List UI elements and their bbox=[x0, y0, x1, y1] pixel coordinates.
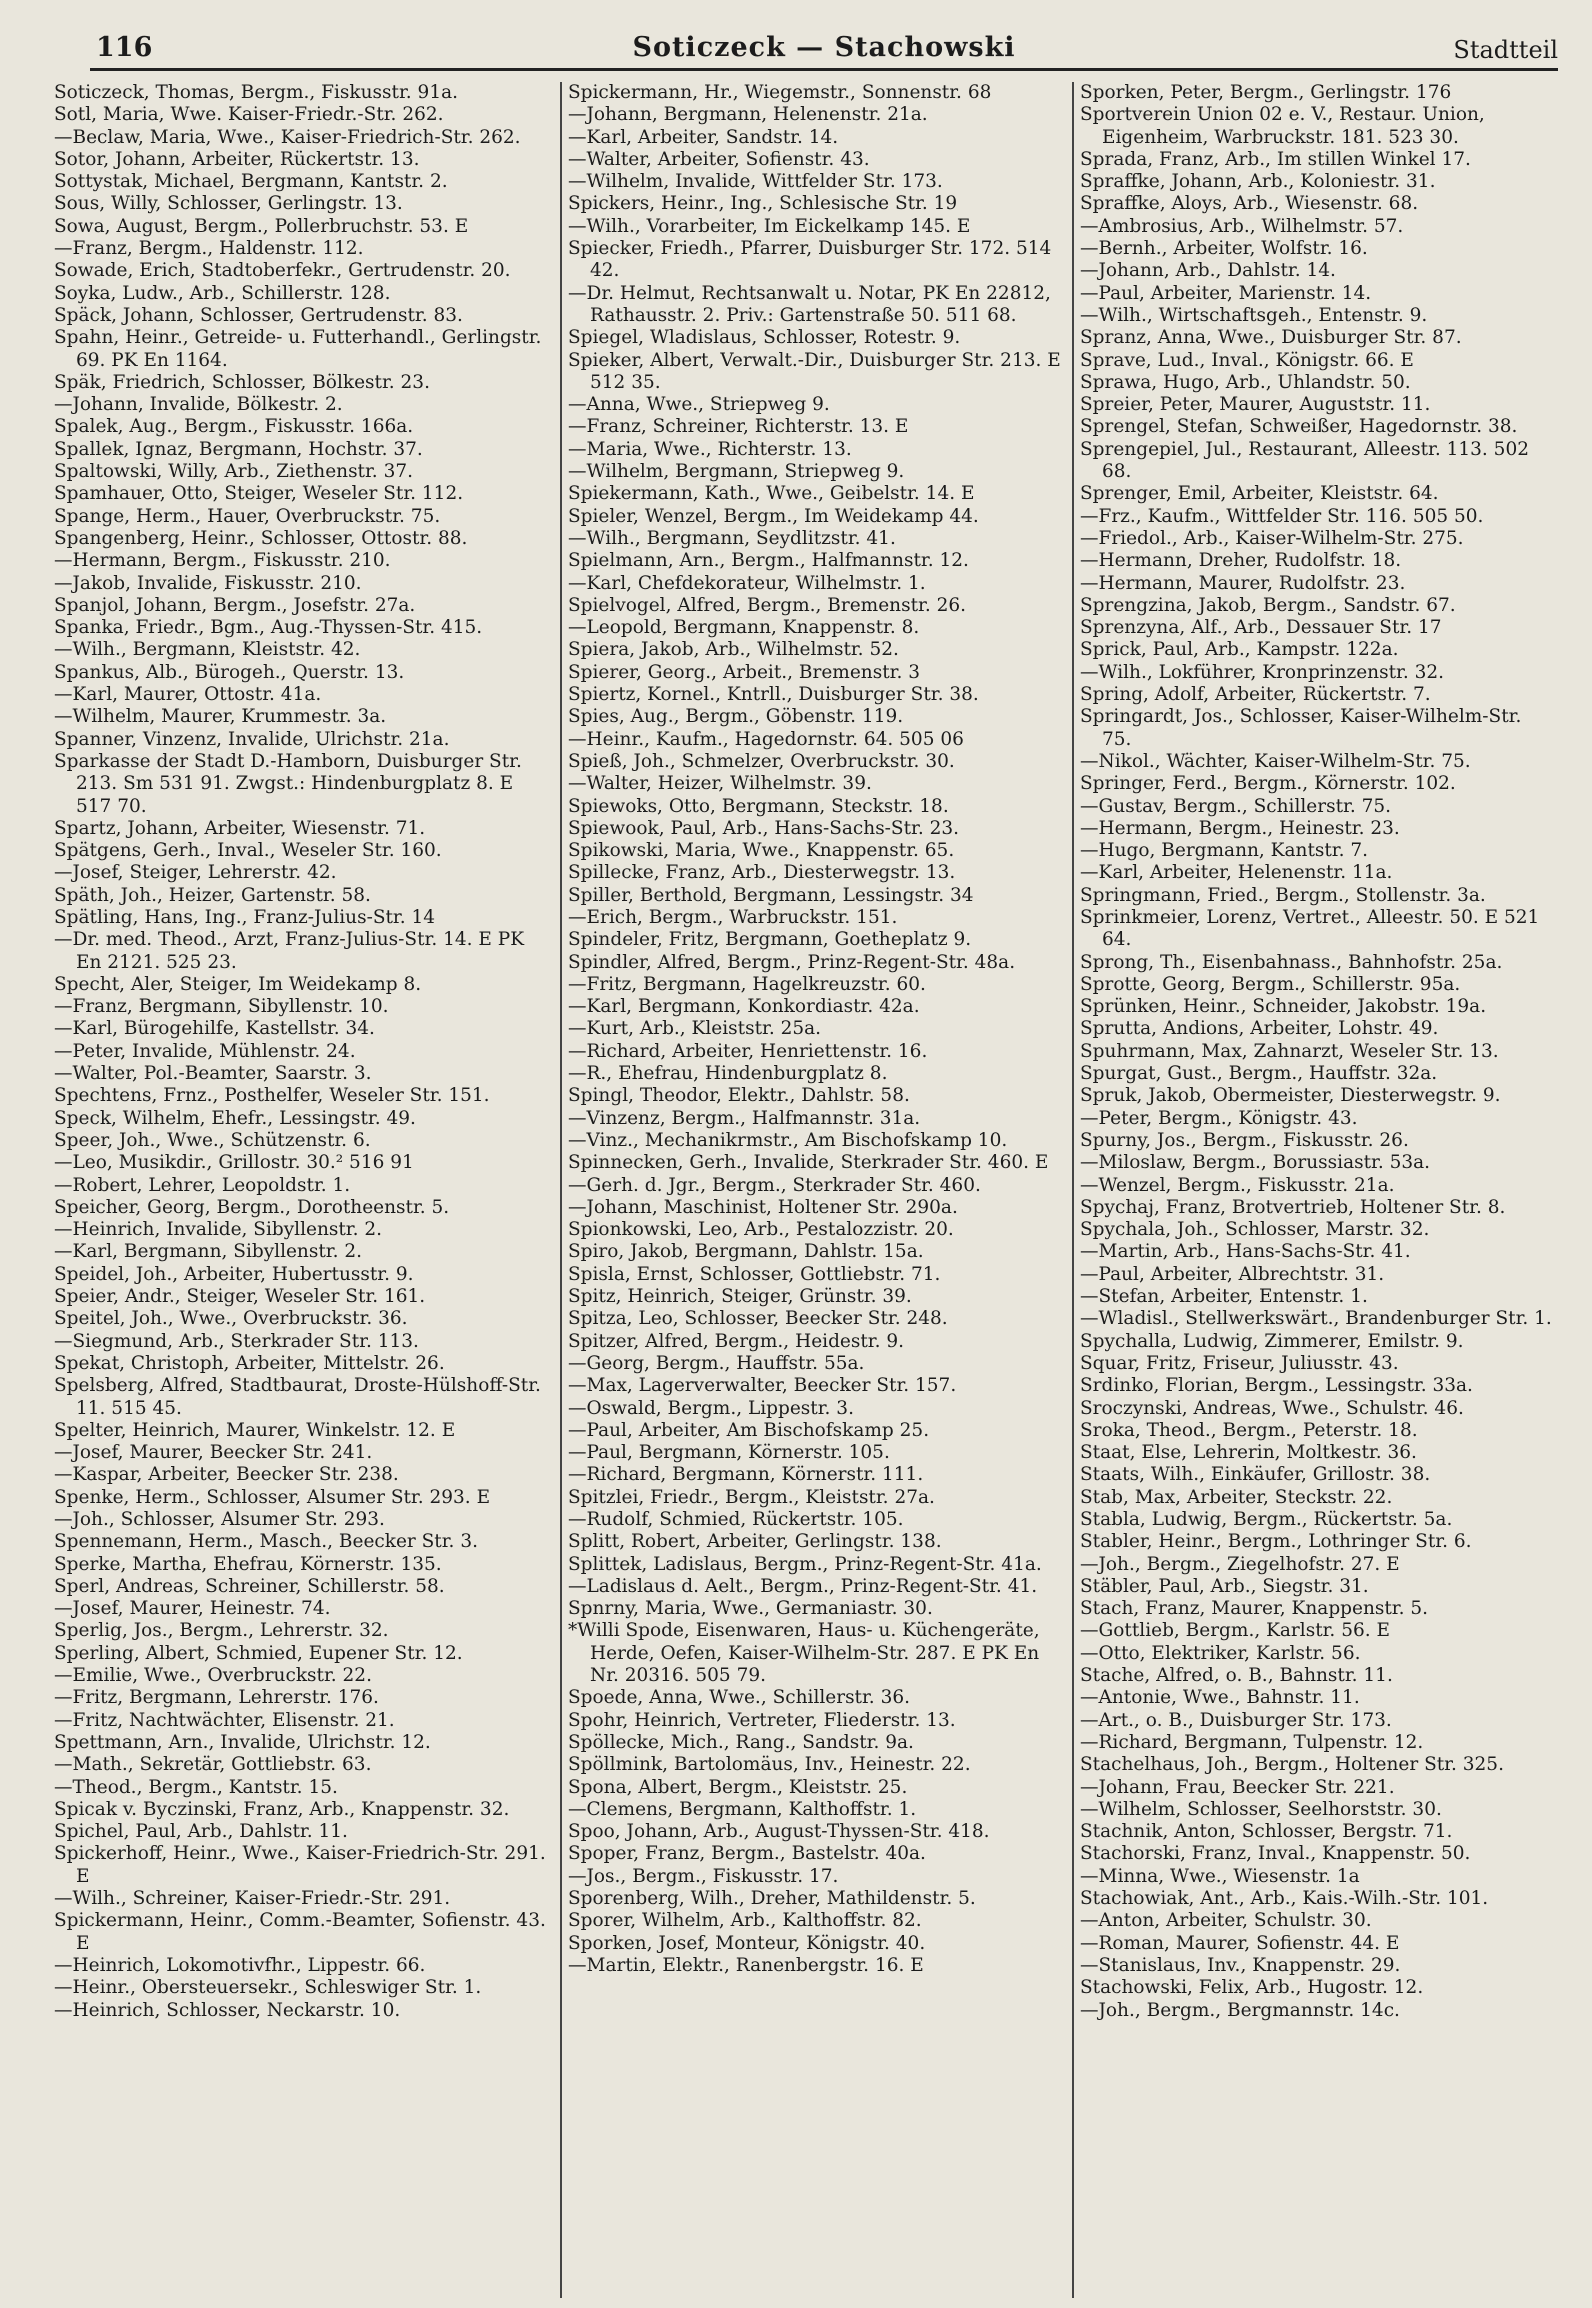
directory-entry: Sprengepiel, Jul., Restaurant, Alleestr. 113. 502 68. bbox=[1080, 438, 1529, 483]
directory-entry: —Josef, Maurer, Heinestr. 74. bbox=[54, 1598, 331, 1620]
directory-entry: —Bernh., Arbeiter, Wolfstr. 16. bbox=[1080, 238, 1368, 260]
directory-entry: Stache, Alfred, o. B., Bahnstr. 11. bbox=[1080, 1665, 1393, 1687]
directory-entry: Spickerhoff, Heinr., Wwe., Kaiser-Friedrich-Str. 291. E bbox=[54, 1843, 546, 1887]
directory-entry: —Theod., Bergm., Kantstr. 15. bbox=[54, 1776, 338, 1798]
directory-entry: Speer, Joh., Wwe., Schützenstr. 6. bbox=[54, 1129, 371, 1151]
directory-entry: —Jakob, Invalide, Fiskusstr. 210. bbox=[54, 572, 362, 594]
directory-entry: Sprave, Lud., Inval., Königstr. 66. E bbox=[1080, 349, 1414, 371]
directory-entry: —Minna, Wwe., Wiesenstr. 1a bbox=[1080, 1865, 1360, 1887]
directory-entry: —Anton, Arbeiter, Schulstr. 30. bbox=[1080, 1910, 1372, 1932]
directory-entry: Spnrny, Maria, Wwe., Germaniastr. 30. bbox=[568, 1598, 933, 1620]
directory-entry: —Peter, Invalide, Mühlenstr. 24. bbox=[54, 1040, 356, 1062]
directory-entry: —Leopold, Bergmann, Knappenstr. 8. bbox=[568, 617, 920, 639]
directory-entry: Spingl, Theodor, Elektr., Dahlstr. 58. bbox=[568, 1085, 910, 1107]
directory-entry: —Joh., Bergm., Ziegelhofstr. 27. E bbox=[1080, 1553, 1400, 1575]
directory-entry: —Karl, Maurer, Ottostr. 41a. bbox=[54, 684, 322, 706]
column-left bbox=[48, 82, 560, 2298]
directory-entry: Staats, Wilh., Einkäufer, Grillostr. 38. bbox=[1080, 1464, 1431, 1486]
directory-entry: Spitz, Heinrich, Steiger, Grünstr. 39. bbox=[568, 1286, 912, 1308]
directory-entry: Sowa, August, Bergm., Pollerbruchstr. 53. E bbox=[54, 215, 469, 237]
directory-entry: —Fritz, Bergmann, Hagelkreuzstr. 60. bbox=[568, 973, 926, 995]
directory-entry: Spickers, Heinr., Ing., Schlesische Str. 19 bbox=[568, 193, 958, 215]
directory-entry: Sroczynski, Andreas, Wwe., Schulstr. 46. bbox=[1080, 1397, 1464, 1419]
directory-entry: —Heinrich, Lokomotivfhr., Lippestr. 66. bbox=[54, 1954, 426, 1976]
directory-entry: —Wilhelm, Schlosser, Seelhorststr. 30. bbox=[1080, 1798, 1442, 1820]
directory-entry: —Wladisl., Stellwerkswärt., Brandenburger Str. 1. bbox=[1080, 1308, 1552, 1330]
directory-entry: Spangenberg, Heinr., Schlosser, Ottostr. 88. bbox=[54, 527, 468, 549]
directory-entry: —Wilhelm, Invalide, Wittfelder Str. 173. bbox=[568, 171, 943, 193]
directory-entry: Sperling, Albert, Schmied, Eupener Str. 12. bbox=[54, 1642, 463, 1664]
directory-entry: Spiertz, Kornel., Kntrll., Duisburger Str. 38. bbox=[568, 684, 979, 706]
directory-entry: —Paul, Arbeiter, Marienstr. 14. bbox=[1080, 282, 1372, 304]
directory-entry: Spielmann, Arn., Bergm., Halfmannstr. 12. bbox=[568, 550, 969, 572]
directory-entry: —Vinz., Mechanikrmstr., Am Bischofskamp 10. bbox=[568, 1129, 1008, 1151]
directory-entry: Splittek, Ladislaus, Bergm., Prinz-Regent-Str. 41a. bbox=[568, 1553, 1042, 1575]
directory-entry: —Hermann, Bergm., Heinestr. 23. bbox=[1080, 817, 1400, 839]
directory-entry: —Walter, Heizer, Wilhelmstr. 39. bbox=[568, 773, 872, 795]
directory-entry: Sprengel, Stefan, Schweißer, Hagedornstr. 38. bbox=[1080, 416, 1518, 438]
directory-entry: —Friedol., Arb., Kaiser-Wilhelm-Str. 275. bbox=[1080, 527, 1464, 549]
directory-entry: Spies, Aug., Bergm., Göbenstr. 119. bbox=[568, 706, 904, 728]
directory-entry: Stabler, Heinr., Bergm., Lothringer Str. 6. bbox=[1080, 1531, 1472, 1553]
directory-entry: Spierer, Georg., Arbeit., Bremenstr. 3 bbox=[568, 661, 920, 683]
directory-entry: *Willi Spode, Eisenwaren, Haus- u. Küchengeräte, Herde, Oefen, Kaiser-Wilhelm-Str. 287. E PK En Nr. 20316. 505 79. bbox=[568, 1620, 1040, 1687]
directory-entry: —Ladislaus d. Aelt., Bergm., Prinz-Regent-Str. 41. bbox=[568, 1575, 1038, 1597]
directory-entry: —Johann, Arb., Dahlstr. 14. bbox=[1080, 260, 1336, 282]
directory-entry: Sous, Willy, Schlosser, Gerlingstr. 13. bbox=[54, 193, 403, 215]
directory-entry: Spallek, Ignaz, Bergmann, Hochstr. 37. bbox=[54, 438, 423, 460]
directory-entry: —Kaspar, Arbeiter, Beecker Str. 238. bbox=[54, 1464, 399, 1486]
directory-entry: —Johann, Maschinist, Holtener Str. 290a. bbox=[568, 1196, 958, 1218]
directory-entry: Spychala, Joh., Schlosser, Marstr. 32. bbox=[1080, 1219, 1430, 1241]
directory-entry: Srdinko, Florian, Bergm., Lessingstr. 33a. bbox=[1080, 1375, 1473, 1397]
directory-entry: Sporken, Peter, Bergm., Gerlingstr. 176 bbox=[1080, 82, 1452, 103]
page-number: 116 bbox=[96, 32, 153, 63]
directory-entry: —Emilie, Wwe., Overbruckstr. 22. bbox=[54, 1665, 372, 1687]
directory-entry: —Karl, Arbeiter, Helenenstr. 11a. bbox=[1080, 862, 1393, 884]
directory-entry: Spamhauer, Otto, Steiger, Weseler Str. 112. bbox=[54, 483, 464, 505]
directory-entry: —Roman, Maurer, Sofienstr. 44. E bbox=[1080, 1932, 1400, 1954]
column-middle bbox=[560, 82, 1072, 2298]
directory-entry: —Anna, Wwe., Striepweg 9. bbox=[568, 394, 830, 416]
directory-entry: Spikowski, Maria, Wwe., Knappenstr. 65. bbox=[568, 840, 955, 862]
directory-entry: Spätling, Hans, Ing., Franz-Julius-Str. 14 bbox=[54, 906, 436, 928]
directory-entry: Spiegel, Wladislaus, Schlosser, Rotestr. 9. bbox=[568, 327, 961, 349]
directory-entry: Sprutta, Andions, Arbeiter, Lohstr. 49. bbox=[1080, 1018, 1439, 1040]
directory-entry: Spalek, Aug., Bergm., Fiskusstr. 166a. bbox=[54, 416, 414, 438]
directory-entry: —Heinr., Obersteuersekr., Schleswiger Str. 1. bbox=[54, 1977, 482, 1999]
directory-entry: Stachowiak, Ant., Arb., Kais.-Wilh.-Str. 101. bbox=[1080, 1888, 1489, 1910]
directory-entry: Sparkasse der Stadt D.-Hamborn, Duisburger Str. 213. Sm 531 91. Zwgst.: Hindenburgplatz 8. E 517 70. bbox=[54, 750, 522, 817]
directory-entry: Sprotte, Georg, Bergm., Schillerstr. 95a. bbox=[1080, 973, 1461, 995]
directory-entry: Stäbler, Paul, Arb., Siegstr. 31. bbox=[1080, 1575, 1369, 1597]
directory-entry: —Johann, Frau, Beecker Str. 221. bbox=[1080, 1776, 1395, 1798]
directory-entry: Sprada, Franz, Arb., Im stillen Winkel 17. bbox=[1080, 148, 1471, 170]
directory-entry: —Ambrosius, Arb., Wilhelmstr. 57. bbox=[1080, 215, 1404, 237]
directory-entry: Spöllmink, Bartolomäus, Inv., Heinestr. 22. bbox=[568, 1754, 971, 1776]
directory-entry: —Siegmund, Arb., Sterkrader Str. 113. bbox=[54, 1330, 419, 1352]
directory-entry: Spitzer, Alfred, Bergm., Heidestr. 9. bbox=[568, 1330, 905, 1352]
directory-entry: Speidel, Joh., Arbeiter, Hubertusstr. 9. bbox=[54, 1263, 414, 1285]
directory-entry: Spieker, Albert, Verwalt.-Dir., Duisburger Str. 213. E 512 35. bbox=[568, 349, 1061, 393]
directory-entry: —Richard, Bergmann, Körnerstr. 111. bbox=[568, 1464, 924, 1486]
directory-entry: Speier, Andr., Steiger, Weseler Str. 161. bbox=[54, 1286, 426, 1308]
directory-entry: Spitza, Leo, Schlosser, Beecker Str. 248. bbox=[568, 1308, 948, 1330]
section-label: Stadtteil bbox=[1453, 36, 1558, 64]
directory-entry: Sprenzyna, Alf., Arb., Dessauer Str. 17 bbox=[1080, 617, 1442, 639]
directory-entry: Spisla, Ernst, Schlosser, Gottliebstr. 71. bbox=[568, 1263, 941, 1285]
directory-entry: Specht, Aler, Steiger, Im Weidekamp 8. bbox=[54, 973, 422, 995]
directory-entry: Spindeler, Fritz, Bergmann, Goetheplatz 9. bbox=[568, 929, 972, 951]
directory-entry: Spelsberg, Alfred, Stadtbaurat, Droste-Hülshoff-Str. 11. 515 45. bbox=[54, 1375, 541, 1419]
directory-entry: Spicak v. Byczinski, Franz, Arb., Knappenstr. 32. bbox=[54, 1798, 510, 1820]
directory-entry: Spionkowski, Leo, Arb., Pestalozzistr. 20. bbox=[568, 1219, 954, 1241]
directory-entry: —Franz, Schreiner, Richterstr. 13. E bbox=[568, 416, 909, 438]
directory-entry: —Peter, Bergm., Königstr. 43. bbox=[1080, 1107, 1358, 1129]
directory-entry: —Karl, Bürogehilfe, Kastellstr. 34. bbox=[54, 1018, 375, 1040]
directory-entry: Sprenger, Emil, Arbeiter, Kleiststr. 64. bbox=[1080, 483, 1439, 505]
directory-entry: —Gustav, Bergm., Schillerstr. 75. bbox=[1080, 795, 1391, 817]
directory-entry: Spiller, Berthold, Bergmann, Lessingstr. 34 bbox=[568, 884, 974, 906]
directory-entry: —Franz, Bergmann, Sibyllenstr. 10. bbox=[54, 996, 389, 1018]
directory-entry: —Karl, Arbeiter, Sandstr. 14. bbox=[568, 126, 839, 148]
directory-entry: Sperke, Martha, Ehefrau, Körnerstr. 135. bbox=[54, 1553, 442, 1575]
directory-entry: Splitt, Robert, Arbeiter, Gerlingstr. 138. bbox=[568, 1531, 942, 1553]
directory-entry: Spekat, Christoph, Arbeiter, Mittelstr. 26. bbox=[54, 1352, 445, 1374]
directory-entry: —Nikol., Wächter, Kaiser-Wilhelm-Str. 75. bbox=[1080, 750, 1471, 772]
directory-entry: Spurny, Jos., Bergm., Fiskusstr. 26. bbox=[1080, 1129, 1409, 1151]
directory-entry: Sotor, Johann, Arbeiter, Rückertstr. 13. bbox=[54, 148, 420, 170]
directory-entry: —Rudolf, Schmied, Rückertstr. 105. bbox=[568, 1509, 904, 1530]
directory-entry: —Martin, Elektr., Ranenbergstr. 16. E bbox=[568, 1954, 924, 1976]
directory-entry: —Kurt, Arb., Kleiststr. 25a. bbox=[568, 1018, 822, 1040]
directory-entry: Spiekermann, Kath., Wwe., Geibelstr. 14. E bbox=[568, 483, 975, 505]
directory-entry: Spitzlei, Friedr., Bergm., Kleiststr. 27a. bbox=[568, 1486, 935, 1508]
directory-entry: Spoede, Anna, Wwe., Schillerstr. 36. bbox=[568, 1687, 910, 1709]
directory-entry: Spurgat, Gust., Bergm., Hauffstr. 32a. bbox=[1080, 1063, 1438, 1085]
directory-entry: Sprünken, Heinr., Schneider, Jakobstr. 19a. bbox=[1080, 996, 1487, 1018]
directory-entry: Sporenberg, Wilh., Dreher, Mathildenstr. 5. bbox=[568, 1888, 976, 1910]
directory-entry: Spoo, Johann, Arb., August-Thyssen-Str. 418. bbox=[568, 1821, 990, 1843]
directory-entry: —Fritz, Bergmann, Lehrerstr. 176. bbox=[54, 1687, 379, 1709]
directory-entry: —Karl, Chefdekorateur, Wilhelmstr. 1. bbox=[568, 572, 926, 594]
directory-entry: —Stefan, Arbeiter, Entenstr. 1. bbox=[1080, 1286, 1368, 1308]
directory-entry: Stach, Franz, Maurer, Knappenstr. 5. bbox=[1080, 1598, 1429, 1620]
directory-entry: Sporer, Wilhelm, Arb., Kalthoffstr. 82. bbox=[568, 1910, 922, 1932]
directory-entry: Spuhrmann, Max, Zahnarzt, Weseler Str. 13. bbox=[1080, 1040, 1499, 1062]
directory-entry: Sprawa, Hugo, Arb., Uhlandstr. 50. bbox=[1080, 371, 1411, 393]
directory-entry: —Erich, Bergm., Warbruckstr. 151. bbox=[568, 906, 898, 928]
directory-entry: —Otto, Elektriker, Karlstr. 56. bbox=[1080, 1642, 1361, 1664]
directory-entry: Spiecker, Friedh., Pfarrer, Duisburger Str. 172. 514 42. bbox=[568, 238, 1052, 282]
directory-entry: Spichel, Paul, Arb., Dahlstr. 11. bbox=[54, 1821, 348, 1843]
directory-entry: —Miloslaw, Bergm., Borussiastr. 53a. bbox=[1080, 1152, 1431, 1174]
directory-entry: Spange, Herm., Hauer, Overbruckstr. 75. bbox=[54, 505, 441, 527]
directory-entry: Spanner, Vinzenz, Invalide, Ulrichstr. 21a. bbox=[54, 728, 450, 750]
directory-columns bbox=[48, 82, 1558, 2298]
directory-entry: —Dr. Helmut, Rechtsanwalt u. Notar, PK En 22812, Rathausstr. 2. Priv.: Gartenstraße 50. 511 68. bbox=[568, 282, 1051, 326]
directory-entry: Sowade, Erich, Stadtoberfekr., Gertrudenstr. 20. bbox=[54, 260, 511, 282]
directory-entry: —Paul, Bergmann, Körnerstr. 105. bbox=[568, 1442, 890, 1464]
directory-entry: —Wenzel, Bergm., Fiskusstr. 21a. bbox=[1080, 1174, 1395, 1196]
directory-entry: Sporken, Josef, Monteur, Königstr. 40. bbox=[568, 1932, 926, 1954]
directory-entry: —Heinrich, Invalide, Sibyllenstr. 2. bbox=[54, 1219, 383, 1241]
directory-entry: —Wilhelm, Maurer, Krummestr. 3a. bbox=[54, 706, 387, 728]
directory-entry: —Max, Lagerverwalter, Beecker Str. 157. bbox=[568, 1375, 957, 1397]
directory-entry: —Joh., Bergm., Bergmannstr. 14c. bbox=[1080, 1999, 1400, 2021]
directory-entry: —Johann, Bergmann, Helenenstr. 21a. bbox=[568, 104, 928, 126]
directory-entry: Staat, Else, Lehrerin, Moltkestr. 36. bbox=[1080, 1442, 1417, 1464]
directory-entry: —Stanislaus, Inv., Knappenstr. 29. bbox=[1080, 1954, 1401, 1976]
directory-entry: —Hermann, Maurer, Rudolfstr. 23. bbox=[1080, 572, 1406, 594]
directory-entry: —Walter, Pol.-Beamter, Saarstr. 3. bbox=[54, 1063, 372, 1085]
directory-entry: Soticzeck, Thomas, Bergm., Fiskusstr. 91a. bbox=[54, 82, 459, 103]
directory-entry: Stabla, Ludwig, Bergm., Rückertstr. 5a. bbox=[1080, 1509, 1453, 1530]
directory-entry: Springer, Ferd., Bergm., Körnerstr. 102. bbox=[1080, 773, 1456, 795]
directory-entry: Spiro, Jakob, Bergmann, Dahlstr. 15a. bbox=[568, 1241, 924, 1263]
directory-entry: Sprong, Th., Eisenbahnass., Bahnhofstr. 25a. bbox=[1080, 951, 1503, 973]
directory-entry: Spillecke, Franz, Arb., Diesterwegstr. 13. bbox=[568, 862, 956, 884]
directory-entry: —Josef, Steiger, Lehrerstr. 42. bbox=[54, 862, 337, 884]
directory-entry: Spranz, Anna, Wwe., Duisburger Str. 87. bbox=[1080, 327, 1462, 349]
directory-entry: —Art., o. B., Duisburger Str. 173. bbox=[1080, 1709, 1392, 1731]
directory-entry: Spychalla, Ludwig, Zimmerer, Emilstr. 9. bbox=[1080, 1330, 1464, 1352]
directory-entry: Spiewoks, Otto, Bergmann, Steckstr. 18. bbox=[568, 795, 949, 817]
directory-entry: —Karl, Bergmann, Konkordiastr. 42a. bbox=[568, 996, 920, 1018]
directory-entry: —Heinr., Kaufm., Hagedornstr. 64. 505 06 bbox=[568, 728, 964, 750]
directory-entry: —Oswald, Bergm., Lippestr. 3. bbox=[568, 1397, 854, 1419]
directory-entry: Spielvogel, Alfred, Bergm., Bremenstr. 26. bbox=[568, 594, 967, 616]
directory-entry: Sportverein Union 02 e. V., Restaur. Union, Eigenheim, Warbruckstr. 181. 523 30. bbox=[1080, 104, 1485, 148]
directory-entry: Stachelhaus, Joh., Bergm., Holtener Str. 325. bbox=[1080, 1754, 1504, 1776]
page-title: Soticzeck — Stachowski bbox=[632, 32, 1016, 63]
directory-entry: Sroka, Theod., Bergm., Peterstr. 18. bbox=[1080, 1419, 1418, 1441]
directory-entry: —Wilh., Bergmann, Seydlitzstr. 41. bbox=[568, 527, 896, 549]
directory-entry: —Clemens, Bergmann, Kalthoffstr. 1. bbox=[568, 1798, 917, 1820]
directory-entry: —Hermann, Bergm., Fiskusstr. 210. bbox=[54, 550, 391, 572]
directory-entry: —Vinzenz, Bergm., Halfmannstr. 31a. bbox=[568, 1107, 921, 1129]
directory-entry: —Wilhelm, Bergmann, Striepweg 9. bbox=[568, 461, 905, 483]
directory-entry: Spelter, Heinrich, Maurer, Winkelstr. 12. E bbox=[54, 1419, 456, 1441]
directory-entry: Sprengzina, Jakob, Bergm., Sandstr. 67. bbox=[1080, 594, 1456, 616]
directory-entry: —Walter, Arbeiter, Sofienstr. 43. bbox=[568, 148, 870, 170]
directory-entry: —Georg, Bergm., Hauffstr. 55a. bbox=[568, 1352, 865, 1374]
directory-entry: Spring, Adolf, Arbeiter, Rückertstr. 7. bbox=[1080, 684, 1431, 706]
directory-entry: Stachorski, Franz, Inval., Knappenstr. 50. bbox=[1080, 1843, 1471, 1865]
directory-entry: Spanjol, Johann, Bergm., Josefstr. 27a. bbox=[54, 594, 416, 616]
directory-entry: Spettmann, Arn., Invalide, Ulrichstr. 12. bbox=[54, 1731, 431, 1753]
directory-entry: —Gottlieb, Bergm., Karlstr. 56. E bbox=[1080, 1620, 1391, 1642]
directory-entry: —Joh., Schlosser, Alsumer Str. 293. bbox=[54, 1509, 385, 1530]
directory-entry: Sperlig, Jos., Bergm., Lehrerstr. 32. bbox=[54, 1620, 389, 1642]
directory-entry: —Frz., Kaufm., Wittfelder Str. 116. 505 50. bbox=[1080, 505, 1484, 527]
column-right bbox=[1072, 82, 1558, 2298]
directory-entry: Späck, Johann, Schlosser, Gertrudenstr. 83. bbox=[54, 304, 463, 326]
directory-entry: —Heinrich, Schlosser, Neckarstr. 10. bbox=[54, 1999, 401, 2021]
directory-entry: —Fritz, Nachtwächter, Elisenstr. 21. bbox=[54, 1709, 395, 1731]
directory-entry: Spöllecke, Mich., Rang., Sandstr. 9a. bbox=[568, 1731, 914, 1753]
directory-entry: —Franz, Bergm., Haldenstr. 112. bbox=[54, 238, 364, 260]
directory-entry: Spohr, Heinrich, Vertreter, Fliederstr. 13. bbox=[568, 1709, 956, 1731]
directory-entry: Soyka, Ludw., Arb., Schillerstr. 128. bbox=[54, 282, 391, 304]
directory-entry: —Richard, Arbeiter, Henriettenstr. 16. bbox=[568, 1040, 928, 1062]
directory-entry: —Leo, Musikdir., Grillostr. 30.² 516 91 bbox=[54, 1152, 414, 1174]
directory-entry: Spenke, Herm., Schlosser, Alsumer Str. 293. E bbox=[54, 1486, 491, 1508]
directory-entry: Squar, Fritz, Friseur, Juliusstr. 43. bbox=[1080, 1352, 1399, 1374]
directory-entry: Spickermann, Hr., Wiegemstr., Sonnenstr. 68 bbox=[568, 82, 992, 103]
directory-entry: Spiera, Jakob, Arb., Wilhelmstr. 52. bbox=[568, 639, 899, 661]
directory-entry: —Robert, Lehrer, Leopoldstr. 1. bbox=[54, 1174, 351, 1196]
page-header bbox=[90, 30, 1558, 70]
directory-entry: Spankus, Alb., Bürogeh., Querstr. 13. bbox=[54, 661, 405, 683]
directory-entry: Spiewook, Paul, Arb., Hans-Sachs-Str. 23. bbox=[568, 817, 960, 839]
directory-entry: Späth, Joh., Heizer, Gartenstr. 58. bbox=[54, 884, 371, 906]
directory-entry: Speck, Wilhelm, Ehefr., Lessingstr. 49. bbox=[54, 1107, 416, 1129]
directory-entry: Spraffke, Johann, Arb., Koloniestr. 31. bbox=[1080, 171, 1436, 193]
directory-entry: —Wilh., Wirtschaftsgeh., Entenstr. 9. bbox=[1080, 304, 1428, 326]
directory-entry: —Gerh. d. Jgr., Bergm., Sterkrader Str. 460. bbox=[568, 1174, 981, 1196]
directory-entry: —Math., Sekretär, Gottliebstr. 63. bbox=[54, 1754, 372, 1776]
directory-entry: Spoper, Franz, Bergm., Bastelstr. 40a. bbox=[568, 1843, 926, 1865]
directory-entry: Stab, Max, Arbeiter, Steckstr. 22. bbox=[1080, 1486, 1393, 1508]
directory-entry: —Wilh., Lokführer, Kronprinzenstr. 32. bbox=[1080, 661, 1445, 683]
directory-entry: —Wilh., Schreiner, Kaiser-Friedr.-Str. 291. bbox=[54, 1888, 451, 1910]
directory-entry: Spahn, Heinr., Getreide- u. Futterhandl., Gerlingstr. 69. PK En 1164. bbox=[54, 327, 542, 371]
directory-entry: Spätgens, Gerh., Inval., Weseler Str. 160. bbox=[54, 840, 442, 862]
directory-entry: Sprick, Paul, Arb., Kampstr. 122a. bbox=[1080, 639, 1399, 661]
directory-entry: Spartz, Johann, Arbeiter, Wiesenstr. 71. bbox=[54, 817, 426, 839]
directory-entry: —Hugo, Bergmann, Kantstr. 7. bbox=[1080, 840, 1369, 862]
directory-entry: —Jos., Bergm., Fiskusstr. 17. bbox=[568, 1865, 839, 1887]
directory-entry: Speicher, Georg, Bergm., Dorotheenstr. 5. bbox=[54, 1196, 450, 1218]
directory-entry: Spreier, Peter, Maurer, Auguststr. 11. bbox=[1080, 394, 1431, 416]
directory-entry: Spona, Albert, Bergm., Kleiststr. 25. bbox=[568, 1776, 908, 1798]
directory-entry: —Hermann, Dreher, Rudolfstr. 18. bbox=[1080, 550, 1402, 572]
directory-entry: Späk, Friedrich, Schlosser, Bölkestr. 23. bbox=[54, 371, 430, 393]
directory-entry: —Karl, Bergmann, Sibyllenstr. 2. bbox=[54, 1241, 362, 1263]
directory-entry: Spaltowski, Willy, Arb., Ziethenstr. 37. bbox=[54, 461, 413, 483]
directory-entry: Stachnik, Anton, Schlosser, Bergstr. 71. bbox=[1080, 1821, 1453, 1843]
directory-entry: —Paul, Arbeiter, Albrechtstr. 31. bbox=[1080, 1263, 1385, 1285]
directory-entry: —Josef, Maurer, Beecker Str. 241. bbox=[54, 1442, 373, 1464]
directory-entry: Sprinkmeier, Lorenz, Vertret., Alleestr. 50. E 521 64. bbox=[1080, 906, 1540, 951]
directory-entry: Sottystak, Michael, Bergmann, Kantstr. 2. bbox=[54, 171, 448, 193]
directory-entry: Spickermann, Heinr., Comm.-Beamter, Sofienstr. 43. E bbox=[54, 1910, 546, 1954]
directory-entry: —Antonie, Wwe., Bahnstr. 11. bbox=[1080, 1687, 1360, 1709]
directory-entry: —Maria, Wwe., Richterstr. 13. bbox=[568, 438, 852, 460]
directory-entry: Spinnecken, Gerh., Invalide, Sterkrader Str. 460. E bbox=[568, 1152, 1049, 1174]
directory-entry: Springmann, Fried., Bergm., Stollenstr. 3a. bbox=[1080, 884, 1486, 906]
directory-entry: —Martin, Arb., Hans-Sachs-Str. 41. bbox=[1080, 1241, 1411, 1263]
directory-entry: —Paul, Arbeiter, Am Bischofskamp 25. bbox=[568, 1419, 930, 1441]
directory-entry: —Richard, Bergmann, Tulpenstr. 12. bbox=[1080, 1731, 1424, 1753]
directory-entry: Spanka, Friedr., Bgm., Aug.-Thyssen-Str. 415. bbox=[54, 617, 483, 639]
directory-entry: Spychaj, Franz, Brotvertrieb, Holtener Str. 8. bbox=[1080, 1196, 1506, 1218]
directory-entry: Sotl, Maria, Wwe. Kaiser-Friedr.-Str. 262. bbox=[54, 104, 444, 126]
directory-entry: —R., Ehefrau, Hindenburgplatz 8. bbox=[568, 1063, 888, 1085]
directory-entry: Sperl, Andreas, Schreiner, Schillerstr. 58. bbox=[54, 1575, 445, 1597]
directory-entry: Spruk, Jakob, Obermeister, Diesterwegstr. 9. bbox=[1080, 1085, 1501, 1107]
directory-entry: Spieler, Wenzel, Bergm., Im Weidekamp 44. bbox=[568, 505, 979, 527]
directory-entry: —Johann, Invalide, Bölkestr. 2. bbox=[54, 394, 343, 416]
directory-entry: Springardt, Jos., Schlosser, Kaiser-Wilhelm-Str. 75. bbox=[1080, 706, 1522, 750]
directory-entry: Spraffke, Aloys, Arb., Wiesenstr. 68. bbox=[1080, 193, 1419, 215]
directory-entry: Stachowski, Felix, Arb., Hugostr. 12. bbox=[1080, 1977, 1424, 1999]
directory-entry: Spieß, Joh., Schmelzer, Overbruckstr. 30. bbox=[568, 750, 955, 772]
directory-entry: Spennemann, Herm., Masch., Beecker Str. 3. bbox=[54, 1531, 478, 1553]
directory-entry: Spechtens, Frnz., Posthelfer, Weseler Str. 151. bbox=[54, 1085, 490, 1107]
directory-entry: —Beclaw, Maria, Wwe., Kaiser-Friedrich-Str. 262. bbox=[54, 126, 521, 148]
header-rule bbox=[90, 68, 1558, 71]
directory-entry: —Wilh., Bergmann, Kleiststr. 42. bbox=[54, 639, 361, 661]
directory-entry: Speitel, Joh., Wwe., Overbruckstr. 36. bbox=[54, 1308, 408, 1330]
directory-entry: —Dr. med. Theod., Arzt, Franz-Julius-Str. 14. E PK En 2121. 525 23. bbox=[54, 929, 525, 973]
directory-entry: Spindler, Alfred, Bergm., Prinz-Regent-Str. 48a. bbox=[568, 951, 1016, 973]
directory-entry: —Wilh., Vorarbeiter, Im Eickelkamp 145. E bbox=[568, 215, 971, 237]
